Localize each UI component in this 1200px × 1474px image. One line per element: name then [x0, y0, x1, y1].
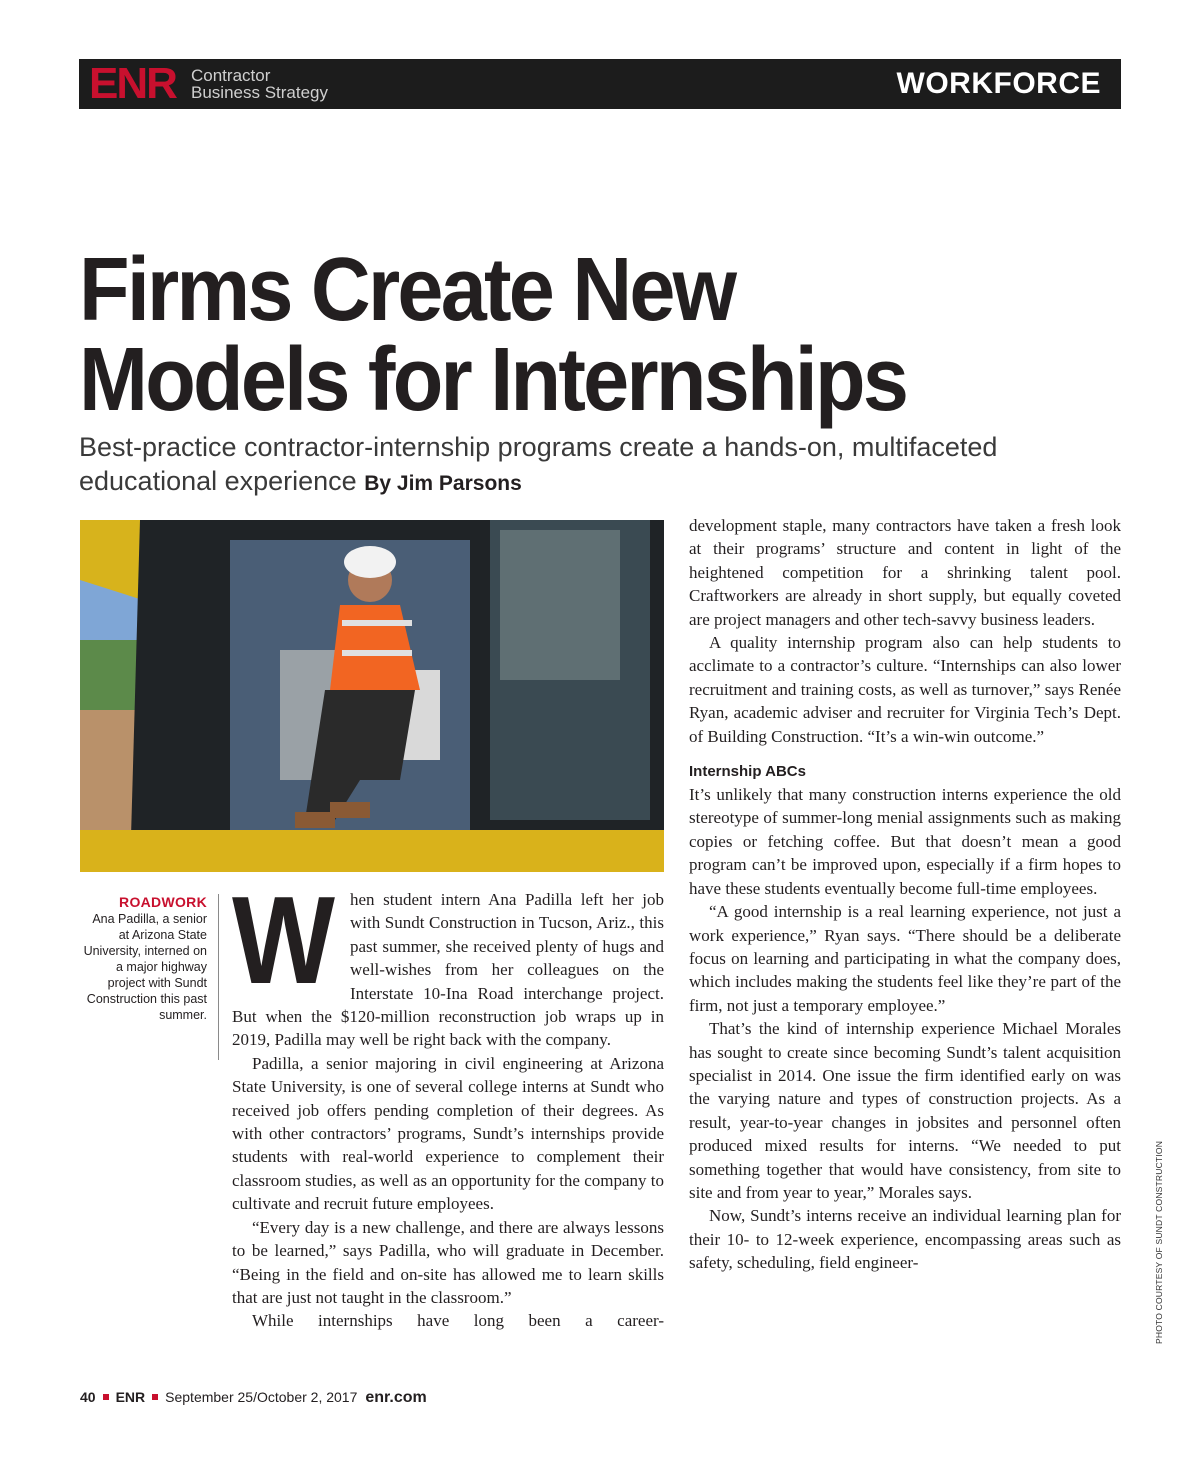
paragraph-6: A quality internship program also can help students to acclimate to a contractor’s culture. “Internships can also lower recruitment and training costs, as well as turnover,” says Renée Ryan, academic adviser and recruiter for Virginia Tech’s Dept. of Building Construction. “It’s a win-win outcome.”: [689, 633, 1121, 746]
headline-line-2: Models for Internships: [79, 330, 907, 430]
logo-line-2: Business Strategy: [191, 83, 329, 102]
paragraph-9: That’s the kind of internship experience Michael Morales has sought to create since becoming Sundt’s talent acquisition specialist in 2014. One issue the firm identified early on was the varying nature and types of construction projects. As a result, year-to-year changes in jobsites and personnel often produced mixed results for interns. “We needed to put something together that would have consistency, from site to site and from year to year,” Morales says.: [689, 1019, 1121, 1202]
section-label: WORKFORCE: [896, 67, 1101, 100]
byline: By Jim Parsons: [364, 472, 522, 495]
headline: [79, 240, 1054, 430]
body-column-2: [689, 514, 1121, 1275]
photo-credit: PHOTO COURTESY OF SUNDT CONSTRUCTION: [1154, 1140, 1164, 1344]
paragraph-5: development staple, many contractors have taken a fresh look at their programs’ structure and content in light of the heightened competition for a shrinking talent pool. Craftworkers are already in short supply, but equally coveted are project managers and other tech-savvy business leaders.: [689, 516, 1121, 629]
separator-square-icon: [152, 1394, 158, 1400]
drop-cap: W: [232, 872, 336, 1010]
logo-line-1: Contractor: [191, 66, 271, 85]
footer-url[interactable]: enr.com: [365, 1389, 427, 1406]
page-number: 40: [80, 1389, 96, 1405]
paragraph-4: While internships have long been a career-: [252, 1311, 664, 1331]
headline-line-1: Firms Create New: [79, 240, 735, 340]
header-bar: [79, 59, 1121, 109]
caption-rule: [218, 894, 219, 1060]
paragraph-1-text: hen student intern Ana Padilla left her job with Sundt Construction in Tucson, Ariz., this past summer, she received plenty of hugs and well-wishes from her colleagues on the Interstate 10-Ina Road interchange project. But when the $120-million reconstruction job wraps up in 2019, Padilla may well be right back with the company.: [232, 890, 664, 1050]
page-footer: [80, 1388, 427, 1407]
logo-subtitle: [191, 67, 328, 101]
paragraph-1: [232, 872, 664, 1052]
deck-text: Best-practice contractor-internship programs create a hands-on, multifaceted educational experience: [79, 432, 998, 496]
deck: [79, 430, 1129, 501]
paragraph-3: “Every day is a new challenge, and there are always lessons to be learned,” says Padilla, who will graduate in December. “Being in the field and on-site has allowed me to learn skills that are just not taught in the classroom.”: [232, 1217, 664, 1307]
excavator-photo-illustration: [80, 520, 664, 872]
caption-head: ROADWORK: [119, 894, 207, 910]
photo-caption: [80, 894, 207, 1023]
footer-date: September 25/October 2, 2017: [165, 1389, 358, 1405]
enr-logo: ENR: [89, 59, 176, 108]
article-photo: [80, 520, 664, 872]
footer-publication: ENR: [115, 1389, 146, 1405]
separator-square-icon: [103, 1394, 109, 1400]
subhead: Internship ABCs: [689, 763, 806, 781]
paragraph-2: Padilla, a senior majoring in civil engineering at Arizona State University, is one of several college interns at Sundt who received job offers pending completion of their degrees. As with other contractors’ programs, Sundt’s internships provide students with real-world experience to complement their classroom studies, as well as an opportunity for the company to cultivate and recruit future employees.: [232, 1053, 664, 1214]
paragraph-8: “A good internship is a real learning experience, not just a work experience,” Ryan says. “There should be a deliberate focus on learning and participating in what the company does, which includes making the students feel like they’re part of the firm, not just a temporary employee.”: [689, 902, 1121, 1015]
body-column-1: [232, 872, 664, 1333]
paragraph-7: It’s unlikely that many construction interns experience the old stereotype of summer-long menial assignments such as making copies or fetching coffee. But that doesn’t mean a good program can’t be improved upon, especially if a firm hopes to have these students eventually become full-time employees.: [689, 785, 1121, 898]
paragraph-10: Now, Sundt’s interns receive an individual learning plan for their 10- to 12-week experience, encompassing areas such as safety, scheduling, field engineer-: [689, 1206, 1121, 1273]
caption-text: Ana Padilla, a senior at Arizona State University, interned on a major highway project with Sundt Construction this past summer.: [83, 912, 207, 1022]
